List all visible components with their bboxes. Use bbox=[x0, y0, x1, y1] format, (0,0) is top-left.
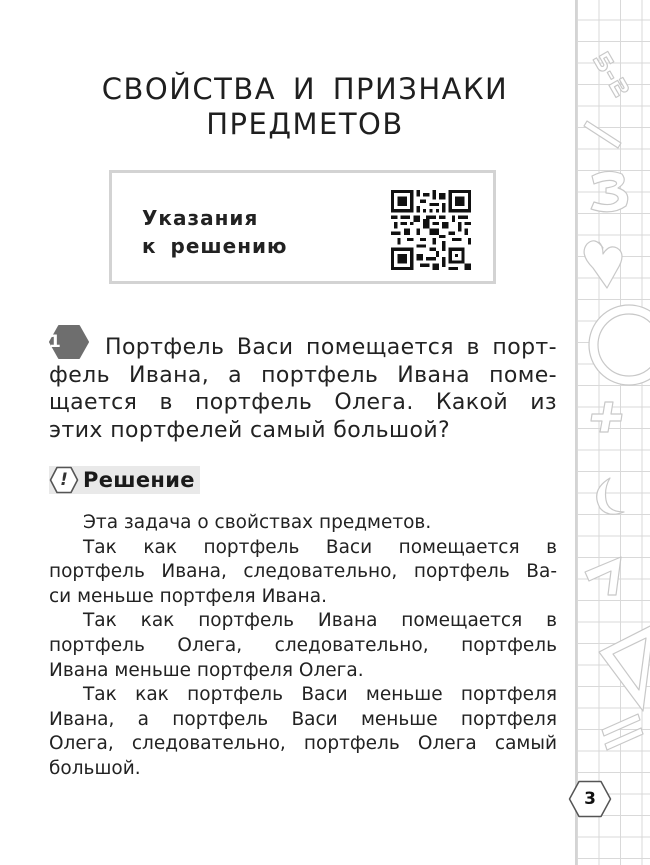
solution-line: Так как портфель Ивана помещается в bbox=[83, 610, 557, 632]
heart-icon bbox=[584, 241, 622, 288]
page-title bbox=[60, 72, 550, 142]
page-number: 3 bbox=[584, 789, 596, 809]
hint-box bbox=[109, 170, 496, 284]
solution-line: си меньше портфеля Ивана. bbox=[49, 585, 327, 607]
page-number-badge bbox=[568, 780, 612, 818]
decorative-grid-strip bbox=[575, 0, 650, 865]
solution-header bbox=[49, 466, 200, 494]
task-1 bbox=[49, 325, 557, 444]
plus-icon bbox=[591, 402, 622, 432]
solution-line: большой. bbox=[49, 757, 141, 779]
solution-line: Так как портфель Васи меньше портфеля bbox=[83, 684, 557, 706]
solution-line: Эта задача о свойствах предметов. bbox=[83, 512, 432, 533]
solution-body bbox=[49, 511, 557, 782]
task-number: 1 bbox=[49, 332, 62, 352]
crescent-icon bbox=[597, 478, 624, 514]
solution-line: Так как портфель Васи помещается в bbox=[83, 536, 557, 558]
triangle-icon bbox=[599, 624, 650, 711]
task-line-1: фель Ивана, а портфель Ивана поме- bbox=[49, 362, 557, 388]
hint-line-1: Указания bbox=[142, 206, 259, 230]
title-line-1: СВОЙСТВА И ПРИЗНАКИ bbox=[101, 72, 509, 106]
solution-line: портфель Ивана, следовательно, портфель Ва- bbox=[49, 561, 557, 583]
digit-3-icon bbox=[591, 171, 628, 211]
task-line-3: этих портфелей самый большой? bbox=[49, 417, 451, 443]
task-line-2: щается в портфель Олега. Какой из bbox=[49, 390, 557, 415]
solution-line: Ивана меньше портфеля Олега. bbox=[49, 659, 364, 681]
solution-line: портфель Олега, следовательно, портфель bbox=[49, 634, 557, 656]
title-line-2: ПРЕДМЕТОВ bbox=[206, 107, 404, 141]
exclamation-hexagon-icon: ! bbox=[49, 466, 79, 494]
qr-code-icon[interactable] bbox=[391, 190, 471, 270]
solution-line: Олега, следовательно, портфель Олега самый bbox=[49, 733, 557, 755]
hint-line-2: к решению bbox=[142, 234, 288, 258]
solution-label: Решение bbox=[83, 468, 195, 492]
equals-icon bbox=[602, 714, 643, 750]
task-line-0: 1 Портфель Васи помещается в порт- bbox=[49, 325, 557, 362]
digits-5-2-icon bbox=[593, 51, 630, 98]
digit-1-icon bbox=[584, 121, 621, 148]
circle-icon bbox=[589, 305, 650, 385]
task-number-badge bbox=[49, 325, 89, 359]
digit-7-icon bbox=[585, 557, 621, 595]
solution-line: Ивана, а портфель Васи меньше портфеля bbox=[49, 708, 557, 730]
hint-text bbox=[142, 204, 288, 260]
